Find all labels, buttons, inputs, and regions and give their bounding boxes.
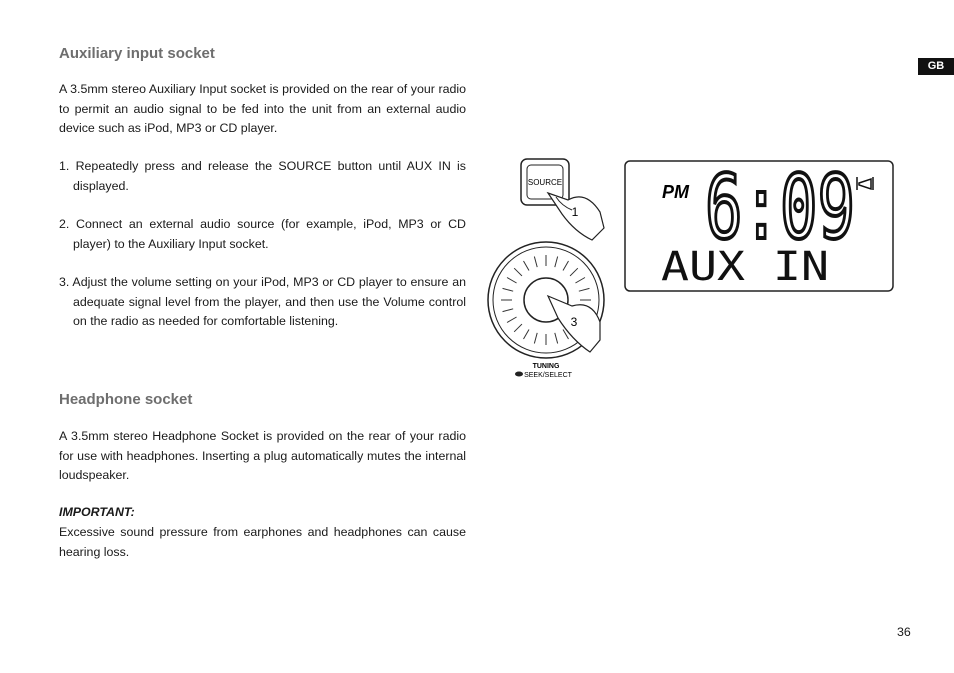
lcd-display [625,156,893,291]
source-button-label: SOURCE [527,178,563,187]
knob-label-top: TUNING [532,363,560,370]
step-marker-1: 1 [571,205,579,219]
aux-step-3: 3. Adjust the volume setting on your iPod, MP3 or CD player to ensure an adequate signal level from the player, and then use the Volume control on the radio as needed for comfortable listening. [59,275,466,329]
headphone-body: A 3.5mm stereo Headphone Socket is provided on the rear of your radio for use with headphones. Inserting a plug automatically mutes the internal loudspeaker. [59,429,466,483]
language-tab: GB [918,58,954,75]
aux-intro: A 3.5mm stereo Auxiliary Input socket is provided on the rear of your radio to permit an audio signal to be fed into the unit from an external audio device such as iPod, MP3 or CD player. [59,82,466,136]
lcd-time: 6:09 [705,156,855,259]
lcd-ampm: PM [662,182,689,202]
page-number: 36 [897,625,911,639]
knob-label-bottom: SEEK/SELECT [524,372,572,379]
aux-step-1: 1. Repeatedly press and release the SOURCE button until AUX IN is displayed. [59,159,466,193]
step-marker-3: 3 [570,315,578,329]
lcd-mode: AUX IN [661,244,829,290]
important-label: IMPORTANT: [59,505,135,519]
aux-heading: Auxiliary input socket [59,45,215,62]
important-text: Excessive sound pressure from earphones and headphones can cause hearing loss. [59,525,466,559]
aux-step-2: 2. Connect an external audio source (for example, iPod, MP3 or CD player) to the Auxiliary Input socket. [59,217,466,251]
headphone-heading: Headphone socket [59,391,193,408]
